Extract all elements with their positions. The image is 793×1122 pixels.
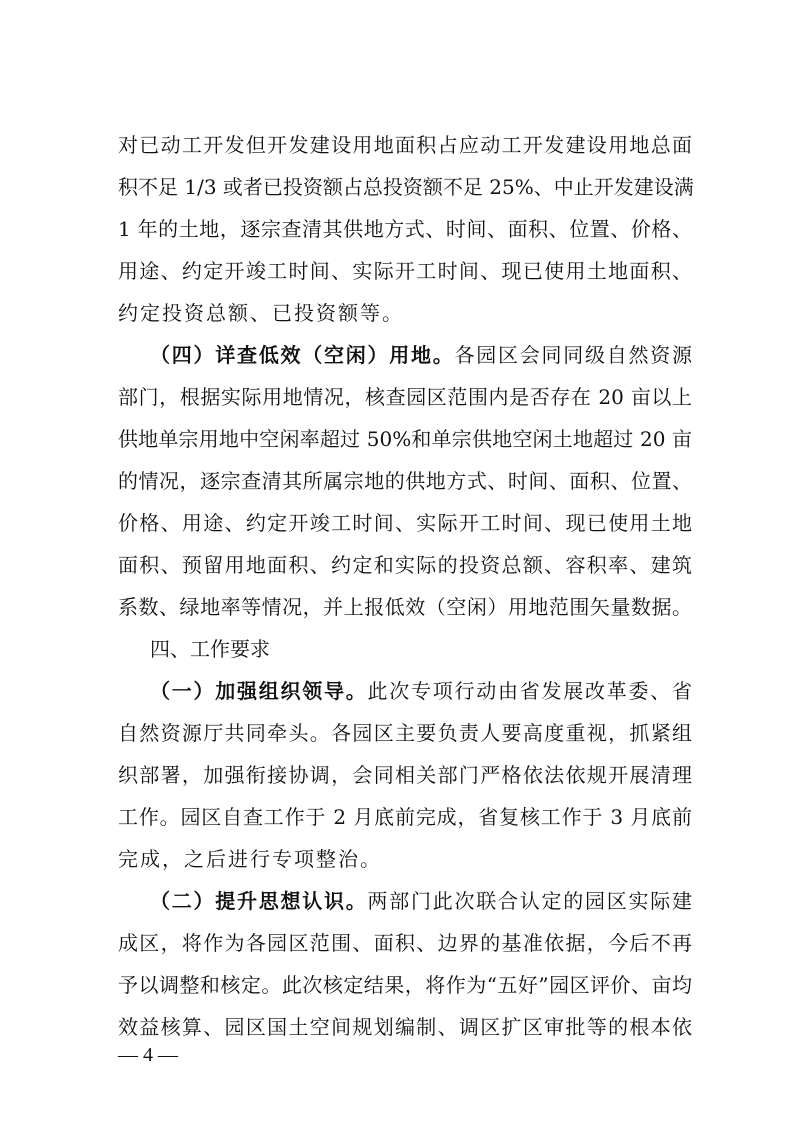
text-line: 自然资源厅共同牵头。各园区主要负责人要高度重视，抓紧组 xyxy=(118,721,692,745)
text-line: 此次专项行动由省发展改革委、省 xyxy=(367,679,692,703)
section-heading-one: （一）加强组织领导。 xyxy=(150,679,368,703)
paragraph-two-first-line xyxy=(150,884,692,918)
text-line: 工作。园区自查工作于 2 月底前完成，省复核工作于 3 月底前 xyxy=(118,805,692,829)
text-line: 供地单宗用地中空闲率超过 50%和单宗供地空闲土地超过 20 亩 xyxy=(118,427,692,451)
text-line: 各园区会同同级自然资源 xyxy=(454,343,692,367)
section-heading: 四、工作要求 xyxy=(150,637,270,661)
page-number: — 4 — xyxy=(118,1044,178,1066)
section-heading-two: （二）提升思想认识。 xyxy=(150,889,368,913)
text-line: 1 年的土地，逐宗查清其供地方式、时间、面积、位置、价格、 xyxy=(118,217,692,241)
text-line: 的情况，逐宗查清其所属宗地的供地方式、时间、面积、位置、 xyxy=(118,469,692,493)
text-line: 效益核算、园区国土空间规划编制、调区扩区审批等的根本依 xyxy=(118,1015,692,1039)
paragraph-four-first-line xyxy=(150,338,692,372)
text-line: 约定投资总额、已投资额等。 xyxy=(118,301,404,325)
paragraph-one-first-line xyxy=(150,674,692,708)
text-line: 系数、绿地率等情况，并上报低效（空闲）用地范围矢量数据。 xyxy=(118,595,692,619)
text-line: 积不足 1/3 或者已投资额占总投资额不足 25%、中止开发建设满 xyxy=(118,175,694,199)
section-heading-four: （四）详查低效（空闲）用地。 xyxy=(150,343,455,367)
text-line: 对已动工开发但开发建设用地面积占应动工开发建设用地总面 xyxy=(118,133,692,157)
text-line: 价格、用途、约定开竣工时间、实际开工时间、现已使用土地 xyxy=(118,511,692,535)
text-line: 织部署，加强衔接协调，会同相关部门严格依法依规开展清理 xyxy=(118,763,692,787)
text-line: 部门，根据实际用地情况，核查园区范围内是否存在 20 亩以上 xyxy=(118,385,692,409)
text-line: 予以调整和核定。此次核定结果，将作为“五好”园区评价、亩均 xyxy=(118,973,692,997)
text-line: 两部门此次联合认定的园区实际建 xyxy=(367,889,692,913)
text-line: 完成，之后进行专项整治。 xyxy=(118,847,382,871)
text-line: 成区，将作为各园区范围、面积、边界的基准依据，今后不再 xyxy=(118,931,692,955)
text-line: 面积、预留用地面积、约定和实际的投资总额、容积率、建筑 xyxy=(118,553,692,577)
text-line: 用途、约定开竣工时间、实际开工时间、现已使用土地面积、 xyxy=(118,259,692,283)
